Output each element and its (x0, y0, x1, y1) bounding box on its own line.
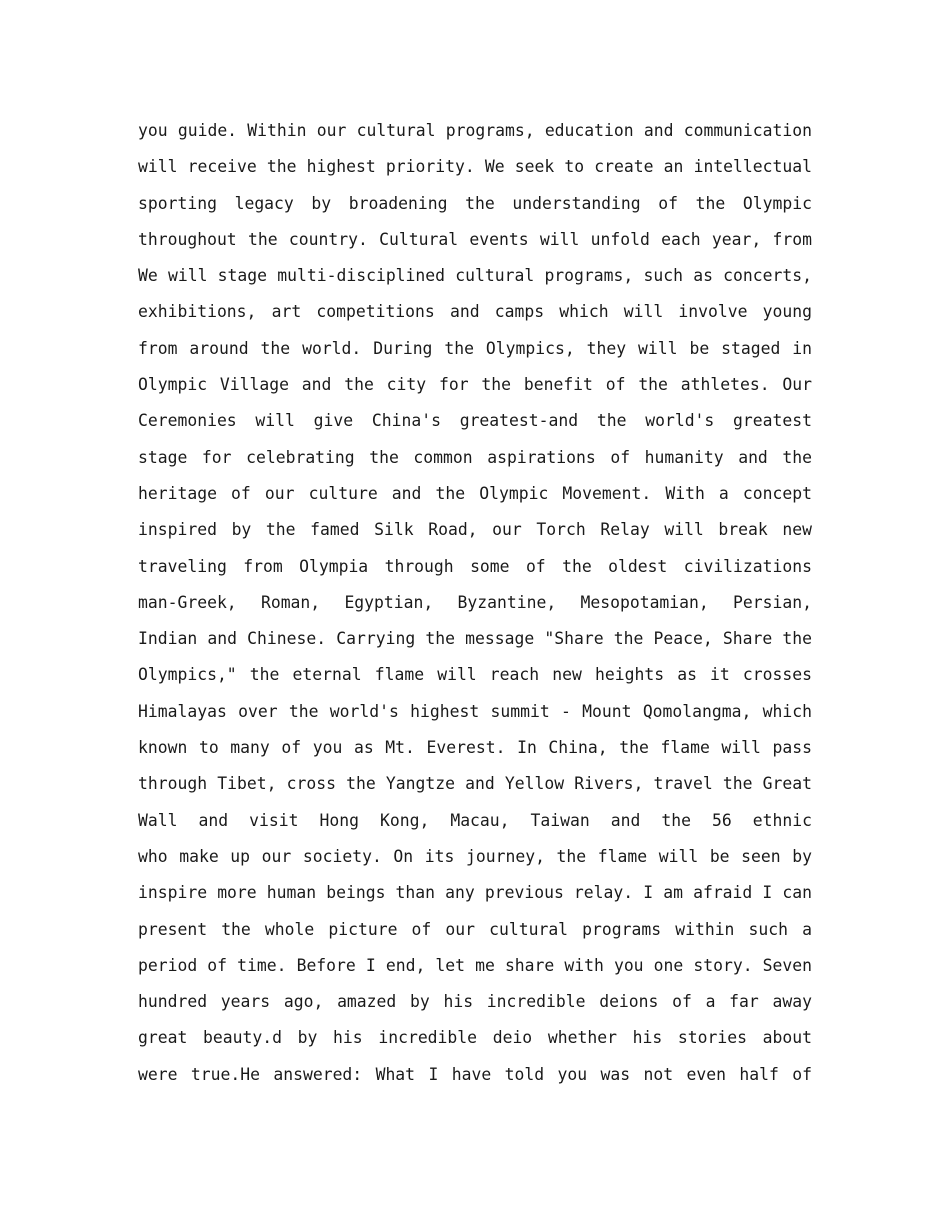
text-line: sporting legacy by broadening the understanding of the Olympic (138, 193, 812, 213)
text-line: great beauty.d by his incredible deio whether his stories about (138, 1028, 812, 1048)
text-line: Olympic Village and the city for the benefit of the athletes. Our (138, 375, 812, 395)
text-line: stage for celebrating the common aspirations of humanity and the (138, 447, 812, 467)
text-line: who make up our society. On its journey, the flame will be seen by (138, 846, 812, 866)
text-line: Olympics," the eternal flame will reach new heights as it crosses (138, 665, 812, 685)
text-line: present the whole picture of our cultural programs within such a (138, 919, 812, 939)
text-line: you guide. Within our cultural programs, education and communication (138, 121, 812, 140)
text-line: man-Greek, Roman, Egyptian, Byzantine, Mesopotamian, Persian, (138, 592, 812, 612)
text-line: traveling from Olympia through some of the oldest civilizations (138, 556, 812, 576)
text-line: period of time. Before I end, let me share with you one story. Seven (138, 955, 812, 975)
text-line: Himalayas over the world's highest summit - Mount Qomolangma, which (138, 701, 812, 721)
text-line: hundred years ago, amazed by his incredible deions of a far away (138, 992, 812, 1012)
text-line: known to many of you as Mt. Everest. In China, the flame will pass (138, 738, 812, 758)
text-line: through Tibet, cross the Yangtze and Yellow Rivers, travel the Great (138, 774, 812, 794)
text-line: inspired by the famed Silk Road, our Torch Relay will break new (138, 520, 812, 540)
text-line: from around the world. During the Olympics, they will be staged in (138, 338, 812, 358)
text-line: were true.He answered: What I have told you was not even half of (138, 1064, 812, 1084)
text-line: heritage of our culture and the Olympic Movement. With a concept (138, 483, 812, 503)
text-line: Wall and visit Hong Kong, Macau, Taiwan and the 56 ethnic (138, 810, 812, 830)
text-line: Indian and Chinese. Carrying the message "Share the Peace, Share the (138, 629, 812, 649)
text-line: will receive the highest priority. We seek to create an intellectual (138, 157, 812, 177)
text-line: We will stage multi-disciplined cultural programs, such as concerts, (138, 266, 812, 286)
text-line: inspire more human beings than any previous relay. I am afraid I can (138, 883, 812, 903)
text-line: exhibitions, art competitions and camps which will involve young (138, 302, 812, 322)
text-line: throughout the country. Cultural events will unfold each year, from (138, 229, 812, 249)
text-line: Ceremonies will give China's greatest-and the world's greatest (138, 411, 812, 431)
body-text (138, 113, 812, 1093)
